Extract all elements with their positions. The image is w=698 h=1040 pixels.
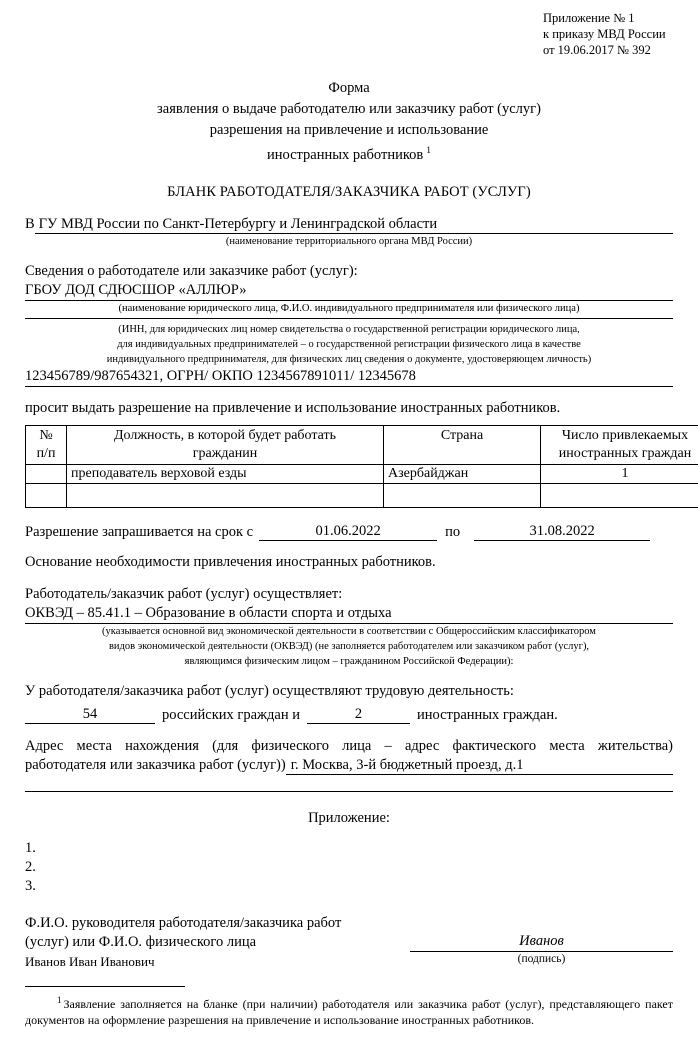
activity-label: Работодатель/заказчик работ (услуг) осуществляет:: [25, 585, 343, 602]
table-header-number-line-1: №: [39, 427, 53, 443]
list-item[interactable]: 1.: [25, 839, 36, 856]
signature-area: [410, 914, 673, 971]
employer-name[interactable]: ГБОУ ДОД СДЮСШОР «АЛЛЮР»: [25, 281, 673, 301]
table-header-count: [541, 425, 698, 464]
form-title-line-4: [25, 141, 673, 166]
table-cell-number[interactable]: [26, 483, 67, 507]
activity-value[interactable]: ОКВЭД – 85.41.1 – Образование в области спорта и отдыха: [25, 604, 673, 624]
reference-order-date: от 19.06.2017 № 392: [543, 43, 651, 57]
signature-label-line-1: Ф.И.О. руководителя работодателя/заказчика работ: [25, 914, 342, 931]
permit-period-row: [25, 522, 673, 541]
staff-russian-count[interactable]: 54: [25, 705, 155, 724]
authority-value[interactable]: ГУ МВД России по Санкт-Петербургу и Ленинградской области: [35, 215, 673, 234]
table-header-number-line-2: п/п: [36, 445, 56, 461]
address-value-row: [25, 756, 673, 775]
activity-caption-line-2: видов экономической деятельности (ОКВЭД) (не заполняется работодателем или заказчиком работ (услуг),: [108, 640, 590, 652]
table-cell-country[interactable]: [384, 483, 541, 507]
registration-caption-line-2: для индивидуальных предпринимателей – о государственной регистрации физического лица в качестве: [117, 338, 581, 350]
address-value[interactable]: г. Москва, 3-й бюджетный проезд, д.1: [286, 756, 673, 775]
table-header-position-line-1: Должность, в которой будет работать: [114, 427, 336, 443]
table-header-country: Страна: [384, 425, 541, 464]
permit-date-from[interactable]: 01.06.2022: [259, 522, 437, 541]
form-title-line-3: разрешения на привлечение и использование: [209, 122, 489, 138]
table-cell-number[interactable]: [26, 464, 67, 483]
address-label-line-2: работодателя или заказчика работ (услуг)): [25, 756, 286, 773]
address-block: [25, 737, 673, 775]
section-divider: [25, 791, 673, 792]
form-title: [25, 78, 673, 166]
registration-caption-line-1: (ИНН, для юридических лиц номер свидетельства о государственной регистрации юридического лица,: [118, 323, 580, 335]
table-cell-count[interactable]: 1: [541, 464, 698, 483]
registration-caption-line-3: индивидуального предпринимателя, для физических лиц сведения о документе, удостоверяющем личность): [106, 353, 592, 365]
signature-caption: (подпись): [517, 952, 566, 965]
authority-caption: (наименование территориального органа МВД России): [225, 235, 473, 247]
table-row: [26, 483, 698, 507]
staff-russian-label: российских граждан и: [162, 706, 300, 723]
signature-label-line-2: (услуг) или Ф.И.О. физического лица: [25, 933, 257, 950]
form-title-line-2: заявления о выдаче работодателю или заказчику работ (услуг): [157, 101, 541, 117]
staff-foreign-label: иностранных граждан.: [416, 706, 558, 723]
signatory-full-name[interactable]: Иванов Иван Иванович: [25, 953, 155, 969]
registration-caption-block: [25, 318, 673, 367]
foreign-workers-table: [25, 425, 698, 508]
permit-period-separator: по: [445, 523, 461, 540]
employer-caption: (наименование юридического лица, Ф.И.О. индивидуального предпринимателя или физического лица): [118, 302, 580, 314]
permit-period-label: Разрешение запрашивается на срок с: [25, 523, 254, 540]
form-title-line-4-text: иностранных работников: [266, 146, 424, 163]
staff-foreign-count[interactable]: 2: [307, 705, 410, 724]
signature-block: [25, 914, 673, 971]
attachments-list: [25, 839, 673, 896]
list-item[interactable]: 3.: [25, 877, 36, 894]
authority-prefix: В: [25, 215, 35, 232]
reference-order-authority: к приказу МВД России: [543, 27, 666, 41]
activity-caption-line-3: являющимся физическим лицом – гражданином Российской Федерации):: [184, 655, 514, 667]
table-cell-country[interactable]: Азербайджан: [384, 464, 541, 483]
reference-appendix-number: Приложение № 1: [543, 11, 635, 25]
address-label-line-1: Адрес места нахождения (для физического лица – адрес фактического места жительства): [25, 737, 673, 754]
table-cell-position[interactable]: [67, 483, 384, 507]
table-header-count-line-2: иностранных граждан: [558, 445, 692, 461]
footnote-body: Заявление заполняется на бланке (при наличии) работодателя или заказчика работ (услуг), представляющего пакет документов на оформление разрешения на привлечение и использование иностранных работников.: [25, 997, 673, 1027]
table-header-position: [67, 425, 384, 464]
attachments-title: Приложение:: [308, 809, 390, 826]
table-cell-position[interactable]: преподаватель верховой езды: [67, 464, 384, 483]
footnote-indent: [25, 997, 57, 1011]
basis-statement: Основание необходимости привлечения иностранных работников.: [25, 553, 436, 570]
request-statement: просит выдать разрешение на привлечение и использование иностранных работников.: [25, 399, 561, 416]
table-header-count-line-1: Число привлекаемых: [561, 427, 689, 443]
form-title-footnote-marker: 1: [426, 146, 432, 156]
footnote-block: [25, 986, 673, 1028]
footnote-text: [25, 992, 673, 1028]
document-reference-header: [25, 10, 673, 58]
staff-label: У работодателя/заказчика работ (услуг) осуществляют трудовую деятельность:: [25, 682, 514, 699]
signature-labels: [25, 914, 410, 971]
staff-counts-row: [25, 705, 673, 724]
table-row: [26, 464, 698, 483]
form-title-line-1: Форма: [328, 80, 370, 96]
footnote-marker: 1: [57, 995, 62, 1005]
list-item[interactable]: 2.: [25, 858, 36, 875]
table-header-number: [26, 425, 67, 464]
table-header-position-line-2: гражданин: [192, 445, 258, 461]
authority-row: [25, 215, 673, 234]
activity-caption-line-1: (указывается основной вид экономической деятельности в соответствии с Общероссийским классификатором: [102, 625, 596, 637]
footnote-separator: [25, 986, 185, 987]
signature-mark[interactable]: Иванов: [410, 933, 673, 952]
registration-value[interactable]: 123456789/987654321, ОГРН/ ОКПО 1234567891011/ 12345678: [25, 367, 673, 387]
table-header-row: [26, 425, 698, 464]
table-cell-count[interactable]: [541, 483, 698, 507]
letterhead-heading: БЛАНК РАБОТОДАТЕЛЯ/ЗАКАЗЧИКА РАБОТ (УСЛУГ): [167, 183, 531, 200]
employer-label: Сведения о работодателе или заказчике работ (услуг):: [25, 262, 358, 279]
permit-date-to[interactable]: 31.08.2022: [474, 522, 650, 541]
